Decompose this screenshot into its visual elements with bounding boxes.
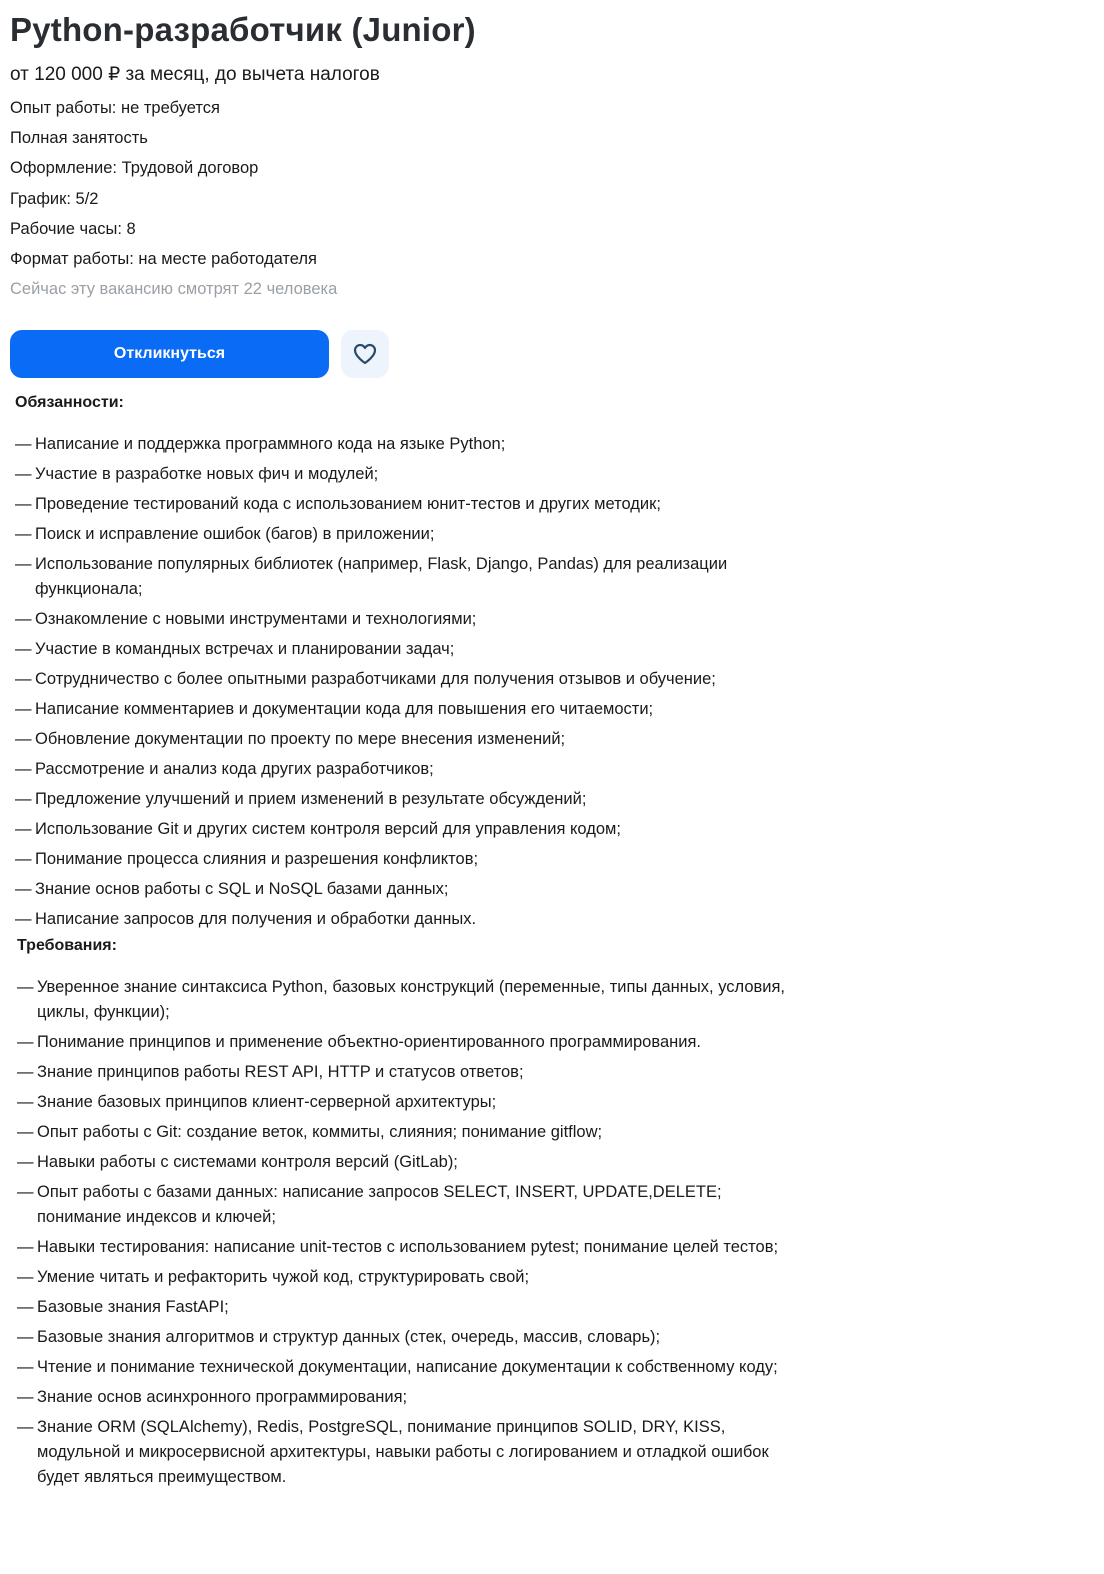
work-format: Формат работы: на месте работодателя [10, 249, 317, 268]
apply-button-label: Откликнуться [113, 345, 226, 362]
list-item: — Знание принципов работы REST API, HTTP и статусов ответов; [17, 1063, 524, 1081]
list-item: — Поиск и исправление ошибок (багов) в приложении; [15, 525, 435, 543]
list-item: — Знание базовых принципов клиент-серверной архитектуры; [17, 1093, 497, 1111]
list-item: — Ознакомление с новыми инструментами и технологиями; [15, 610, 477, 628]
list-item: — Опыт работы с Git: создание веток, коммиты, слияния; понимание gitflow; [17, 1123, 603, 1141]
schedule: График: 5/2 [10, 189, 99, 208]
list-item: — Участие в командных встречах и планировании задач; [15, 640, 455, 658]
list-item: — Использование популярных библиотек (например, Flask, Django, Pandas) для реализации функционала; [15, 555, 728, 598]
list-item: — Написание комментариев и документации кода для повышения его читаемости; [15, 700, 654, 718]
apply-button[interactable] [10, 330, 329, 378]
list-item: — Написание запросов для получения и обработки данных. [15, 910, 477, 928]
list-item: — Предложение улучшений и прием изменений в результате обсуждений; [15, 790, 587, 808]
heart-icon [352, 342, 378, 366]
vacancy-title: Python-разработчик (Junior) [10, 11, 476, 48]
list-item: — Знание основ работы с SQL и NoSQL базами данных; [15, 880, 449, 898]
list-item: — Участие в разработке новых фич и модулей; [15, 465, 379, 483]
employment-type: Полная занятость [10, 129, 148, 148]
salary: от 120 000 ₽ за месяц, до вычета налогов [10, 64, 380, 85]
list-item: — Написание и поддержка программного кода на языке Python; [15, 435, 506, 453]
contract-type: Оформление: Трудовой договор [10, 159, 259, 178]
list-item: — Навыки тестирования: написание unit-тестов с использованием pytest; понимание целей тестов; [17, 1238, 779, 1256]
responsibilities-list [15, 432, 795, 937]
vacancy-page [10, 0, 810, 1486]
list-item: — Проведение тестирований кода с использованием юнит-тестов и других методик; [15, 495, 661, 513]
list-item: — Опыт работы с базами данных: написание запросов SELECT, INSERT, UPDATE,DELETE; понимание индексов и ключей; [17, 1183, 722, 1226]
requirements-list [17, 975, 797, 1495]
experience: Опыт работы: не требуется [10, 99, 220, 117]
responsibilities-heading: Обязанности: [15, 394, 124, 411]
list-item: — Использование Git и других систем контроля версий для управления кодом; [15, 820, 621, 838]
list-item: — Знание ORM (SQLAlchemy), Redis, PostgreSQL, понимание принципов SOLID, DRY, KISS, модульной и микросервисной архитектуры, навыки работы с логированием и отладкой ошибок будет являться преимуществом. [17, 1418, 769, 1486]
list-item: — Рассмотрение и анализ кода других разработчиков; [15, 760, 434, 778]
requirements-heading: Требования: [17, 937, 117, 954]
list-item: — Чтение и понимание технической документации, написание документации к собственному коду; [17, 1358, 778, 1376]
viewers-count: Сейчас эту вакансию смотрят 22 человека [10, 280, 338, 299]
list-item: — Понимание процесса слияния и разрешения конфликтов; [15, 850, 479, 868]
list-item: — Базовые знания алгоритмов и структур данных (стек, очередь, массив, словарь); [17, 1328, 661, 1346]
list-item: — Навыки работы с системами контроля версий (GitLab); [17, 1153, 458, 1171]
list-item: — Базовые знания FastAPI; [17, 1298, 229, 1316]
vacancy-meta [10, 98, 810, 309]
list-item: — Знание основ асинхронного программирования; [17, 1388, 408, 1406]
favorite-button[interactable] [341, 330, 389, 378]
list-item: — Умение читать и рефакторить чужой код, структурировать свой; [17, 1268, 530, 1286]
vacancy-actions [10, 330, 389, 378]
list-item: — Сотрудничество с более опытными разработчиками для получения отзывов и обучение; [15, 670, 716, 688]
working-hours: Рабочие часы: 8 [10, 219, 136, 238]
list-item: — Понимание принципов и применение объектно-ориентированного программирования. [17, 1033, 701, 1051]
list-item: — Обновление документации по проекту по мере внесения изменений; [15, 730, 566, 748]
list-item: — Уверенное знание синтаксиса Python, базовых конструкций (переменные, типы данных, условия, циклы, функции); [17, 978, 785, 1021]
